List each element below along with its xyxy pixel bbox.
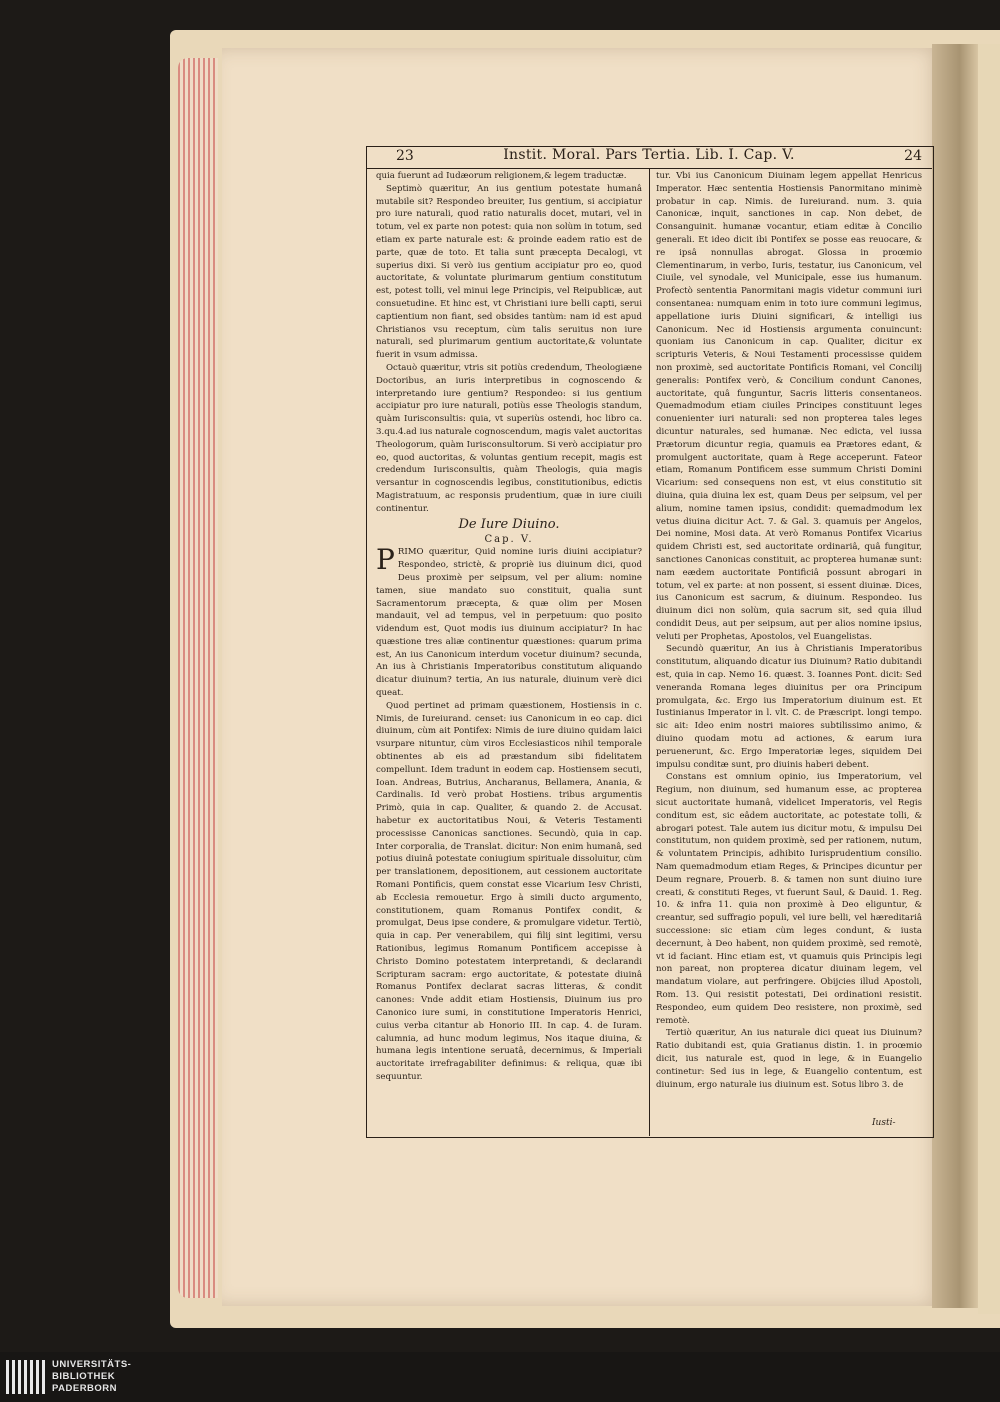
paragraph: Constans est omnium opinio, ius Imperatorium, vel Regium, non diuinum, sed humanum esse, ac propterea sicut auctoritate humanâ, videlicet Imperatoris, vel Regis conditum est, sic eâdem auctoritate, ac potestate tolli, & abrogari potest. Tale autem ius dicitur motu, & impulsu Dei constitutum, non quidem proximè, sed per rationem, nutum, & voluntatem Principis, adhibito Iurisprudentium consilio. Nam quemadmodum etiam Reges, & Principes dicuntur per Deum regnare, Prouerb. 8. & tamen non sunt diuino iure creati, & constituti Reges, vt fuerunt Saul, & Dauid. 1. Reg. 10. & infra 11. quia non proximè à Deo eliguntur, & creantur, sed suffragio populi, vel iure belli, vel hæreditariâ successione: sic etiam cùm leges condunt, & iusta decernunt, à Deo habent, non quidem proximè, sed remotè, vt id faciant. Hinc etiam est, vt quamuis quis Principis legi non pareat, non propterea dicatur diuinam legem, vel mandatum violare, aut perfringere. Obijcies illud Apostoli, Rom. 13. Qui resistit potestati, Dei ordinationi resistit. Respondeo, eum quidem Deo resistere, non proximè, sed remotè.: [656, 772, 922, 1026]
logo-bars-icon: [6, 1360, 46, 1394]
page-edges: [178, 58, 218, 1298]
paragraph: quia fuerunt ad Iudæorum religionem,& legem traductæ.: [376, 171, 627, 181]
paragraph: tur. Vbi ius Canonicum Diuinam legem appellat Henricus Imperator. Hæc sententia Hostiensis Panormitano minimè probatur in cap. Nimis. de Iureiurand. num. 3. quia Canonicæ, inquit, sanctiones in cap. Non debet, de Consanguinit. humanæ vocantur, etiam editæ à Concilio generali. Et ideo dicit ibi Pontifex se posse eas reuocare, & re ipsâ nonnullas abrogat. Glossa in proœmio Clementinarum, in verbo, Iuris, testatur, ius Canonicum, vel Ciuile, vel synodale, vel Municipale, esse ius humanum. Profectò sententia Panormitani magis videtur communi iuri consentanea: numquam enim in toto iure communi legimus, appellatione iuris Diuini significari, & intelligi ius Canonicum. Nec id Hostiensis argumenta conuincunt: quoniam ius Canonicum in cap. Qualiter, dicitur ex scripturis Veteris, & Noui Testamenti processisse quidem non proximè, sed auctoritate Pontificis Romani, vel Concilij generalis: Pontifex verò, & Concilium condunt Canones, auctoritate, quâ funguntur, Sacris litteris consentaneos. Quemadmodum etiam ciuiles Principes constituunt leges conuenienter iuri naturali: sed non propterea tales leges dicuntur naturales, sed humanæ. Nec edicta, vel iussa Prætorum dicuntur regia, quamuis ea Prætores edant, & promulgent auctoritate, quam à Rege acceperunt. Fateor etiam, Romanum Pontificem esse summum Christi Domini Vicarium: sed consequens non est, vt eius constitutio sit diuina, quia diuina lex est, quam Deus per seipsum, vel per alium, nomine tamen ipsius, condidit: quemadmodum lex vetus diuina dicitur Act. 7. & Gal. 3. quamuis per Angelos, Dei nomine, Mosi data. At verò Romanus Pontifex Vicarius quidem Christi est, sed auctoritate ordinariâ, quâ fungitur, sanctiones Canonicas constituit, ac propterea humanæ sunt: nam eædem auctoritate Pontificiâ possunt abrogari in totum, vel ex parte: at non possent, si essent diuinæ. Dices, ius Canonicum est sacrum, & diuinum. Respondeo. Ius diuinum dici non solùm, quia sacrum sit, sed quia illud condidit Deus, aut per seipsum, aut per alios nomine ipsius, veluti per Prophetas, Apostolos, vel Euangelistas.: [656, 171, 922, 642]
library-name: [52, 1359, 131, 1395]
paragraph: [376, 543, 642, 700]
library-line: BIBLIOTHEK: [52, 1371, 116, 1382]
library-line: PADERBORN: [52, 1383, 118, 1394]
book-gutter: [932, 44, 978, 1308]
paragraph: Secundò quæritur, An ius à Christianis Imperatoribus constitutum, aliquando dicatur ius Diuinum? Ratio dubitandi est, quia in cap. Nemo 16. quæst. 3. Ioannes Pont. dicit: Sed veneranda Romana leges diuinitus per ora Principum promulgata, &c. Ergo ius Imperatorium diuinum est. Et Iustinianus Imperator in l. vlt. C. de Præscript. longi tempo. sic ait: Ideo enim nostri maiores subtilissimo animo, & diuino quodam motu ad actiones, & earum iura peruenerunt, &c. Ergo Imperatoriæ leges, siquidem Dei impulsu conditæ sunt, pro diuinis haberi debent.: [656, 644, 922, 770]
section-title: De Iure Diuino.: [458, 516, 560, 532]
column-divider: [649, 168, 650, 1136]
paragraph-text: RIMO quæritur, Quid nomine iuris diuini accipiatur? Respondeo, strictè, & propriè ius diuinum dici, quod Deus proximè per seipsum, vel per alium: nomine tamen, siue mandato suo constituit, qualia sunt Sacramentorum præcepta, & quæ olim per Mosen mandauit, vel ad tempus, vel in perpetuum: quo posito videndum est, Quot modis ius diuinum accipiatur? In hac quæstione tres aliæ continentur quæstiones: quarum prima est, An ius Canonicum interdum vocetur diuinum? secunda, An ius à Christianis Imperatoribus constitutum aliquando dicatur diuinum? tertia, An ius naturale, diuinum verè dici queat.: [376, 547, 642, 699]
running-head: [366, 146, 932, 168]
catchword: Iusti-: [872, 1118, 896, 1128]
right-column: [656, 170, 922, 1130]
paragraph: Tertiò quæritur, An ius naturale dici queat ius Diuinum? Ratio dubitandi est, quia Gratianus distin. 1. in proœmio dicit, ius naturale est, quod in lege, & in Euangelio continetur: Sed ius in lege, & Euangelio contentum, est diuinum, ergo naturale ius diuinum est. Sotus libro 3. de: [656, 1028, 922, 1090]
running-title: Instit. Moral. Pars Tertia. Lib. I. Cap. V.: [503, 147, 795, 163]
left-column: [376, 170, 642, 1130]
drop-cap: P: [376, 543, 395, 577]
paragraph: Octauò quæritur, vtris sit potiùs credendum, Theologiæne Doctoribus, an iuris interpretibus in cognoscendo & interpretando iure gentium? Respondeo: si ius gentium accipiatur pro iure naturali, potiùs esse Theologis standum, quàm Iurisconsultis: quia, vt superiùs ostendi, hoc libro ca. 3.qu.4.ad ius naturale cognoscendum, magis valet auctoritas Theologorum, quàm Iurisconsultorum. Si verò accipiatur pro eo, quod auctoritas, & voluntas gentium recepit, magis est credendum Iurisconsultis, quàm Theologis, quia magis versantur in cognoscendis legibus, constitutionibus, edictis Magistratuum, ac responsis prudentium, quæ in iure ciuili continentur.: [376, 362, 642, 514]
paragraph: Septimò quæritur, An ius gentium potestate humanâ mutabile sit? Respondeo breuiter, Ius gentium, si accipiatur pro iure naturali, quod ratio naturalis docet, mutari, vel in totum, vel ex parte non potest: quia non solùm in totum, sed etiam ex parte naturale est: & proinde eadem ratio est de parte, quæ de toto. Et talia sunt præcepta Decalogi, vt superius dixi. Si verò ius gentium accipiatur pro eo, quod auctoritate, & voluntate plurimarum gentium constitutum est, potest tolli, vel minui lege Principis, vel Reipublicæ, aut consuetudine. Et hinc est, vt Christiani iure belli capti, serui captientium non fiant, sed obsides tantùm: nam id est apud Christianos vsu receptum, cùm talis seruitus non iure naturali, sed plurimarum gentium auctoritate,& voluntate fuerit in vsum admissa.: [376, 183, 642, 361]
page-number-left: 23: [396, 148, 414, 164]
library-line: UNIVERSITÄTS-: [52, 1359, 132, 1370]
paragraph: Quod pertinet ad primam quæstionem, Hostiensis in c. Nimis, de Iureiurand. censet: ius Canonicum in eo cap. dici diuinum, cùm ait Pontifex: Nimis de iure diuino quidam laici vsurpare nituntur, cùm viros Ecclesiasticos nihil temporale obtinentes ab eis ad præstandum sibi fidelitatem compellunt. Idem tradunt in eodem cap. Hostiensem secuti, Ioan. Andreas, Butrius, Ancharanus, Bellamera, Anania, & Cardinalis. Id verò probat Hostiens. tribus argumentis Primò, quia in cap. Qualiter, & quando 2. de Accusat. habetur ex auctoritatibus Noui, & Veteris Testamenti processisse Canonicas sanctiones. Secundò, quia in cap. Inter corporalia, de Translat. dicitur: Non enim humanâ, sed potius diuinâ potestate coniugium spirituale dissoluitur, cùm per translationem, depositionem, aut cessionem auctoritate Romani Pontificis, quem constat esse Vicarium Iesv Christi, ab Ecclesia remouetur. Ergo à simili ducto argumento, constitutionem, quam Romanus Pontifex condit, & promulgat, Deus ipse condere, & promulgare videtur. Tertiò, quia in cap. Per venerabilem, qui filij sint legitimi, versu Rationibus, legimus Romanum Pontificem accepisse à Christo Domino potestatem interpretandi, & declarandi Scripturam sacram: ergo auctoritate, & potestate diuinâ Romanus Pontifex declarat sacras litteras, & condit canones: Vnde addit etiam Hostiensis, Diuinum ius pro Canonico iure sumi, in constitutione Imperatoris Henrici, cuius verba citantur ab Honorio III. In cap. 4. de Iuram. calumnia, ad hunc modum legimus, Nos itaque diuina, & humana legis intentione seruatâ, decernimus, & Imperiali auctoritate irrefragabiliter definimus: & reliqua, quæ ibi sequuntur.: [376, 700, 642, 1082]
library-logo: [0, 1352, 200, 1402]
page-number-right: 24: [904, 148, 922, 164]
chapter-label: Cap. V.: [484, 533, 534, 545]
facing-page-edge: [978, 44, 1000, 1314]
